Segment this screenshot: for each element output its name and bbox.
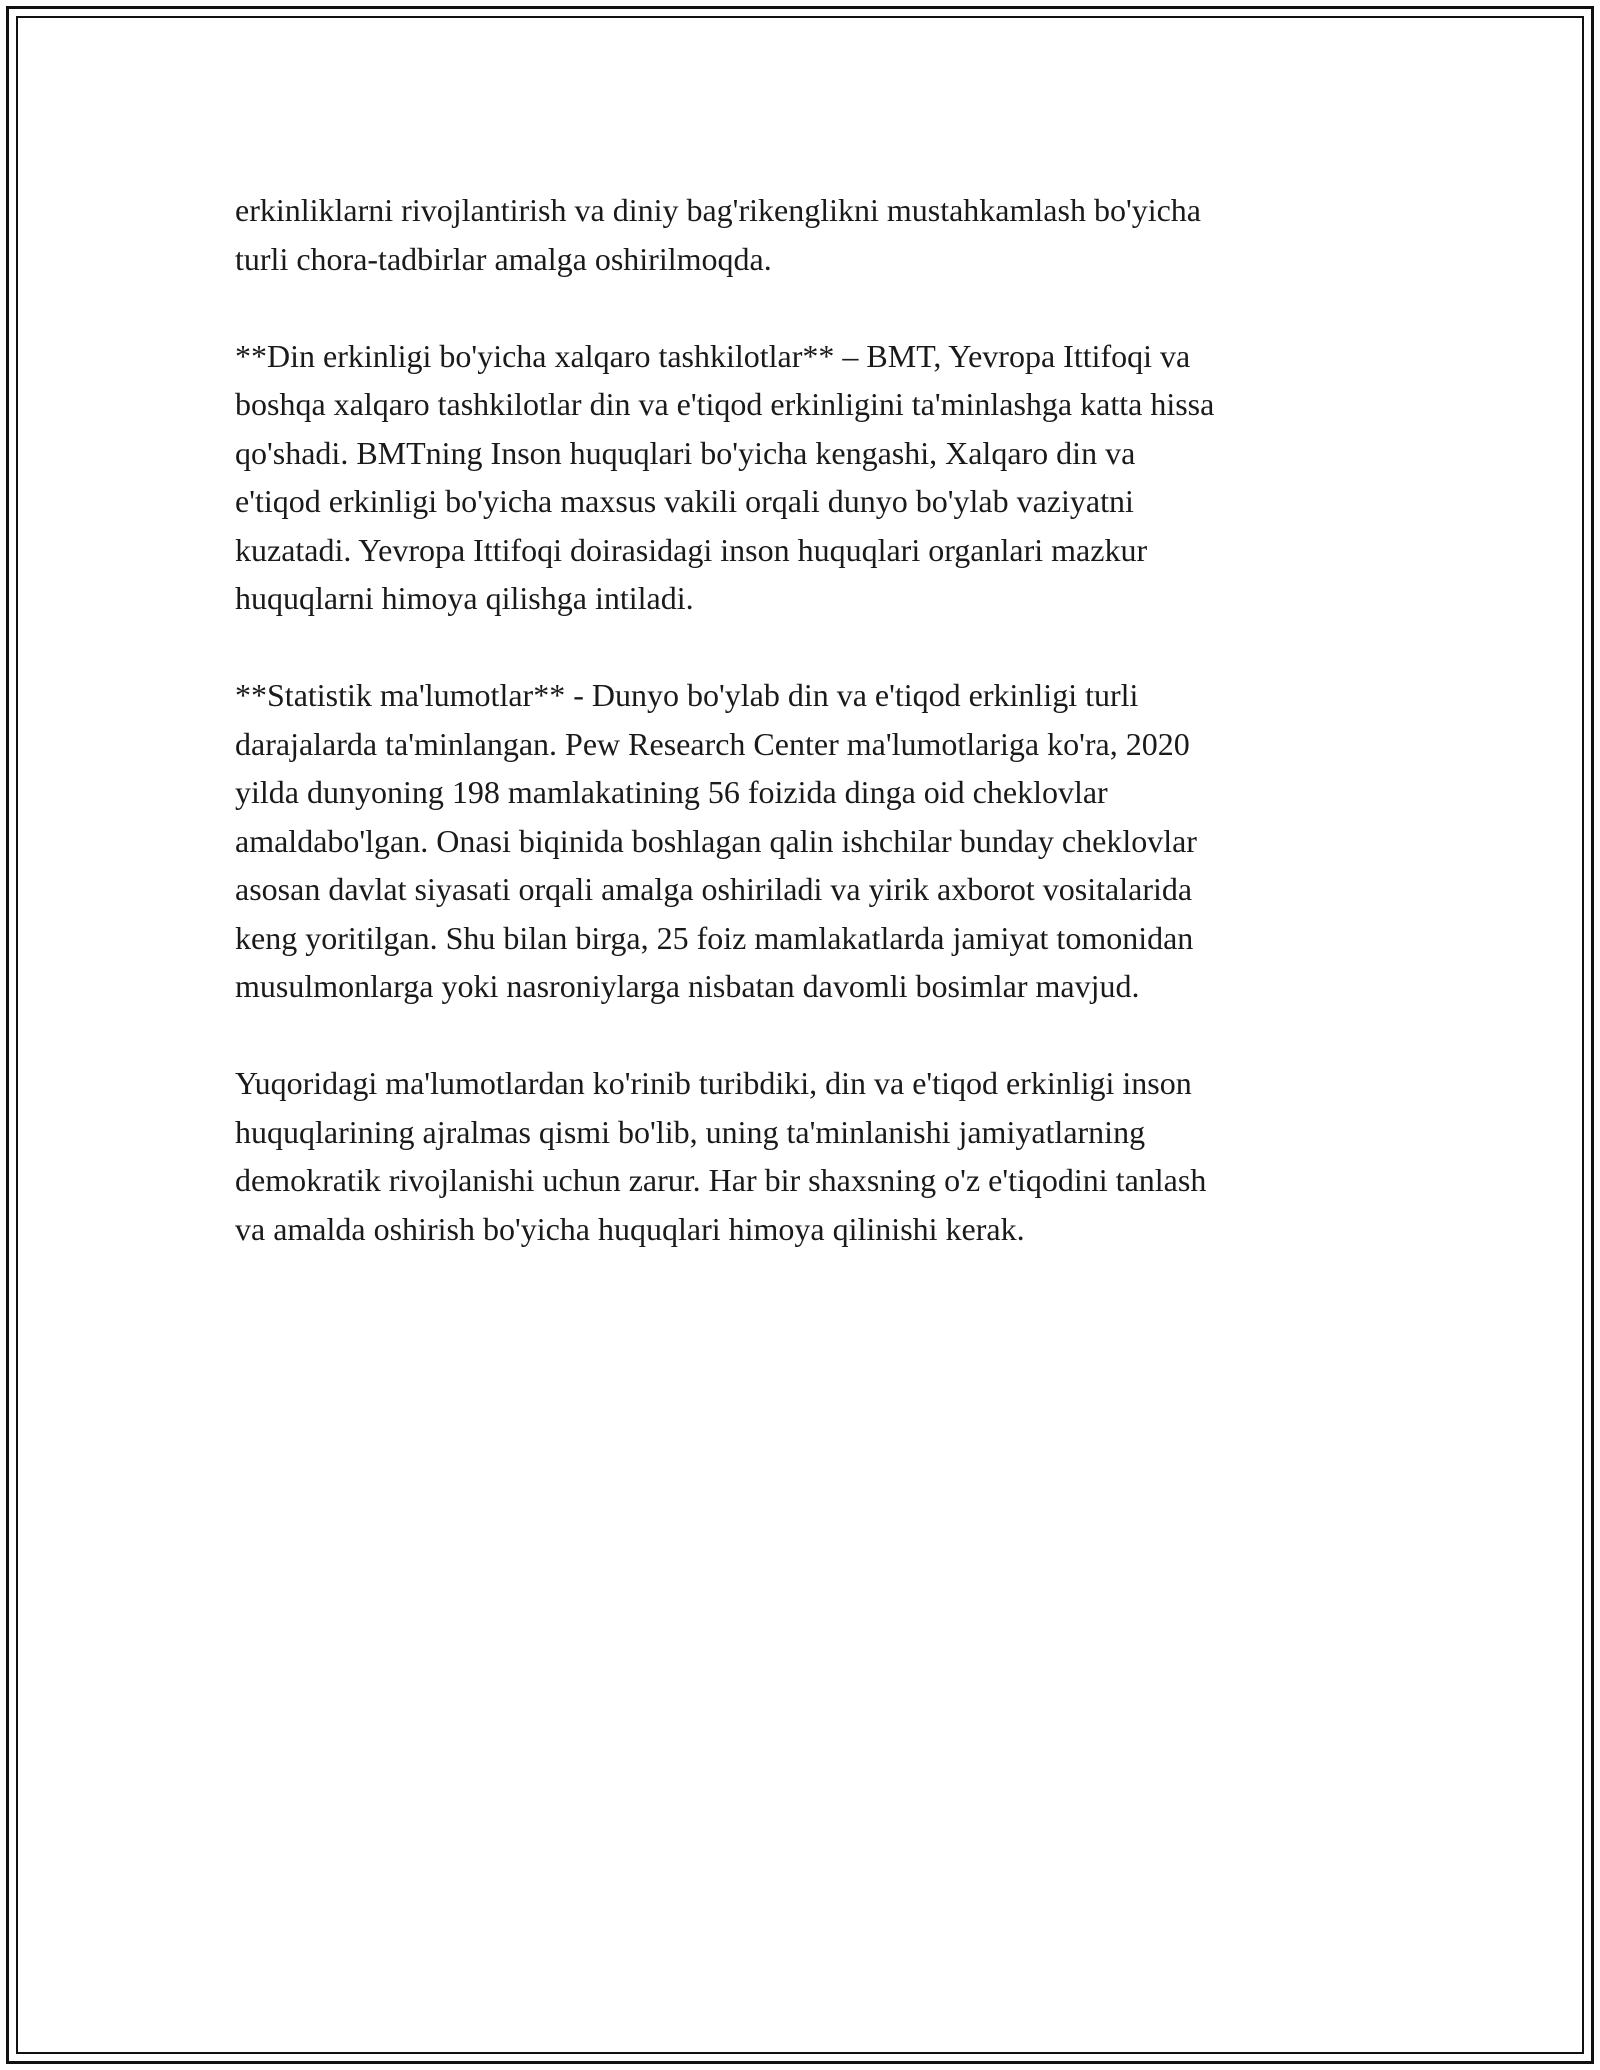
paragraph-intro-continuation: erkinliklarni rivojlantirish va diniy bag'rikenglikni mustahkamlash bo'yicha turli chora-tadbirlar amalga oshirilmoqda. — [235, 192, 1201, 277]
paragraph-conclusion: Yuqoridagi ma'lumotlardan ko'rinib turibdiki, din va e'tiqod erkinligi inson huquqlarining ajralmas qismi bo'lib, uning ta'minlanishi jamiyatlarning demokratik rivojlanishi uchun zarur. Har bir shaxsning o'z e'tiqodini tanlash va amalda oshirish bo'yicha huquqlari himoya qilinishi kerak. — [235, 1065, 1207, 1247]
document-body — [235, 186, 1375, 1302]
paragraph-statistics: **Statistik ma'lumotlar** - Dunyo bo'ylab din va e'tiqod erkinligi turli darajalarda ta'minlangan. Pew Research Center ma'lumotlariga ko'ra, 2020 yilda dunyoning 198 mamlakatining 56 foizida dinga oid cheklovlar amaldabo'lgan. Onasi biqinida boshlagan qalin ishchilar bunday cheklovlar asosan davlat siyasati orqali amalga oshiriladi va yirik axborot vositalarida keng yoritilgan. Shu bilan birga, 25 foiz mamlakatlarda jamiyat tomonidan musulmonlarga yoki nasroniylarga nisbatan davomli bosimlar mavjud. — [235, 677, 1197, 1004]
paragraph-international-organizations: **Din erkinligi bo'yicha xalqaro tashkilotlar** – BMT, Yevropa Ittifoqi va boshqa xalqaro tashkilotlar din va e'tiqod erkinligini ta'minlashga katta hissa qo'shadi. BMTning Inson huquqlari bo'yicha kengashi, Xalqaro din va e'tiqod erkinligi bo'yicha maxsus vakili orqali dunyo bo'ylab vaziyatni kuzatadi. Yevropa Ittifoqi doirasidagi inson huquqlari organlari mazkur huquqlarni himoya qilishga intiladi. — [235, 337, 1215, 616]
